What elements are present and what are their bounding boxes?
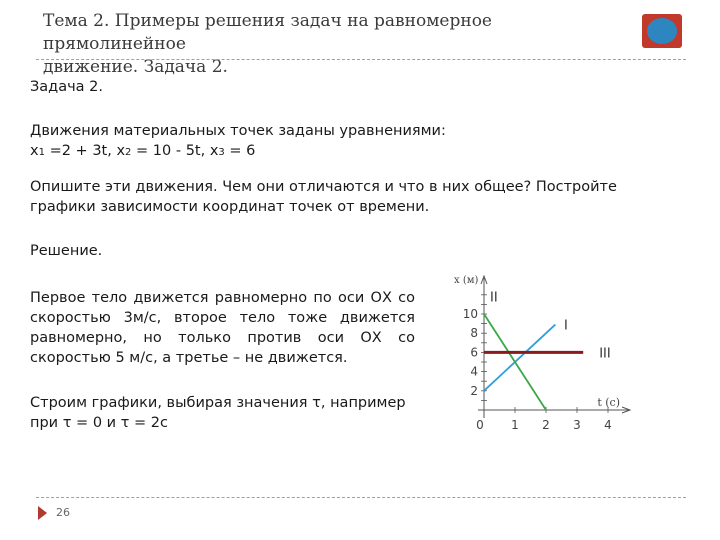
task-equations: [30, 141, 255, 163]
series-label-iii: III: [599, 346, 611, 362]
eq2-rhs: = 10 - 5t,: [131, 143, 210, 159]
slide-title: [43, 10, 603, 79]
bottom-divider: [36, 497, 686, 498]
task-intro: Движения материальных точек заданы уравнениями:: [30, 123, 446, 139]
x-tick-label: 4: [604, 418, 612, 432]
logo-globe: [647, 18, 677, 44]
series-label-ii: II: [490, 290, 498, 306]
y-tick-label: 10: [462, 307, 478, 321]
slide-title-line1: Тема 2. Примеры решения задач на равномерное прямолинейное: [43, 11, 492, 54]
eq3-var: x: [209, 143, 219, 159]
solution-paragraph2: [30, 393, 420, 433]
task-question-line1: Опишите эти движения. Чем они отличаются и что в них общее? Постройте: [30, 179, 617, 195]
solution-paragraph2-line1: Строим графики, выбирая значения τ, например: [30, 395, 406, 411]
x-axis-label: t (c): [597, 396, 620, 409]
page-number: 26: [56, 506, 70, 519]
page-arrow-icon: [38, 506, 47, 520]
x-tick-label: 2: [542, 418, 550, 432]
top-divider: [36, 59, 686, 60]
eq1-sub: 1: [38, 147, 45, 158]
chart-lines: [484, 314, 583, 410]
x-tick-label: 1: [511, 418, 519, 432]
y-axis-label: x (м): [454, 275, 479, 286]
eq3-rhs: = 6: [224, 143, 256, 159]
x-tick-label: 3: [573, 418, 581, 432]
task-question-line2: графики зависимости координат точек от времени.: [30, 199, 430, 215]
solution-heading: Решение.: [30, 243, 103, 259]
series-line-i: [484, 325, 555, 391]
logo-icon: [642, 14, 682, 48]
y-tick-label: 6: [470, 345, 478, 360]
y-tick-label: 2: [470, 383, 478, 398]
solution-paragraph: Первое тело движется равномерно по оси ОХ со скоростью 3м/с, второе тело тоже движется равномерно, но только против оси ОХ со скоростью 5 м/с, а третье – не движется.: [30, 290, 415, 366]
eq3-sub: 3: [218, 147, 225, 158]
y-tick-label: 4: [470, 364, 478, 379]
slide-title-line2: движение. Задача 2.: [43, 57, 228, 77]
position-time-chart: [440, 268, 650, 438]
series-line-ii: [484, 314, 546, 410]
eq1-rhs: =2 + 3t,: [44, 143, 117, 159]
x-tick-label: 0: [476, 418, 484, 432]
solution-paragraph2-line2: при τ = 0 и τ = 2с: [30, 415, 168, 431]
y-tick-label: 8: [470, 326, 478, 341]
eq2-var: x: [116, 143, 126, 159]
series-label-i: I: [564, 318, 568, 334]
task-heading: Задача 2.: [30, 79, 103, 95]
eq1-var: x: [30, 143, 39, 159]
eq2-sub: 2: [125, 147, 132, 158]
